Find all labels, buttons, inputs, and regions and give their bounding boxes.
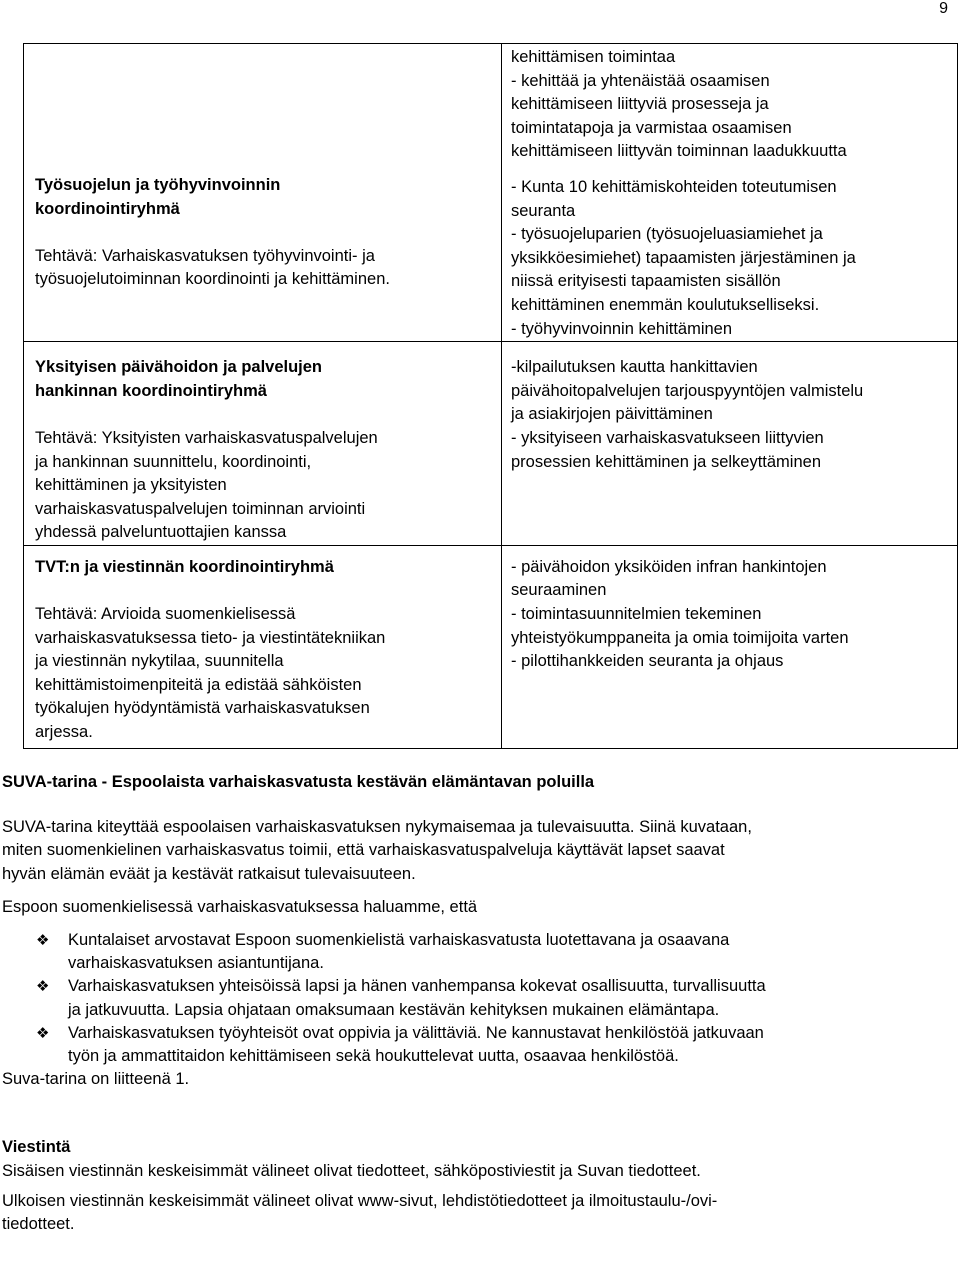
cell-line: -kilpailutuksen kautta hankittavien: [511, 358, 758, 377]
group-task-line: ja hankinnan suunnittelu, koordinointi,: [35, 452, 312, 471]
group-task-line: kehittäminen ja yksityisten: [35, 476, 227, 495]
diamond-bullet-icon: ❖: [36, 978, 50, 996]
list-item: [0, 1022, 940, 1068]
table-row: [24, 545, 958, 748]
cell-line: - kehittää ja yhtenäistää osaamisen: [511, 71, 770, 90]
viestinta-internal: Sisäisen viestinnän keskeisimmät välineet olivat tiedotteet, sähköpostiviestit ja Suvan tiedotteet.: [2, 1161, 701, 1180]
cell-line: - työhyvinvoinnin kehittäminen: [511, 319, 733, 338]
document-body: [0, 771, 940, 1236]
list-item-line: Kuntalaiset arvostavat Espoon suomenkielistä varhaiskasvatusta luotettavana ja osaavana: [68, 931, 730, 950]
group-task-line: Tehtävä: Yksityisten varhaiskasvatuspalvelujen: [35, 428, 378, 447]
cell-line: kehittämiseen liittyvän toiminnan laadukkuutta: [511, 142, 847, 161]
table-cell-right: [502, 342, 958, 546]
group-title-line: TVT:n ja viestinnän koordinointiryhmä: [35, 557, 334, 576]
paragraph-line: SUVA-tarina kiteyttää espoolaisen varhaiskasvatuksen nykymaisemaa ja tulevaisuutta. Siinä kuvataan,: [2, 818, 752, 837]
group-task-line: varhaiskasvatuspalvelujen toiminnan arviointi: [35, 499, 366, 518]
paragraph-line: tiedotteet.: [2, 1215, 75, 1234]
cell-line: niissä erityisesti tapaamisten sisällön: [511, 272, 781, 291]
diamond-bullet-icon: ❖: [36, 932, 50, 950]
cell-line: päivähoitopalvelujen tarjouspyyntöjen valmistelu: [511, 381, 864, 400]
table-cell-right: [502, 545, 958, 748]
table-row: [24, 342, 958, 546]
group-task-line: työsuojelutoiminnan koordinointi ja kehittäminen.: [35, 270, 390, 289]
cell-line: kehittämiseen liittyviä prosesseja ja: [511, 95, 769, 114]
cell-line: kehittäminen enemmän koulutukselliseksi.: [511, 295, 820, 314]
cell-line: yksikköesimiehet) tapaamisten järjestäminen ja: [511, 248, 856, 267]
group-task-line: arjessa.: [35, 723, 93, 742]
group-task-line: kehittämistoimenpiteitä ja edistää sähköisten: [35, 675, 362, 694]
group-task-line: Tehtävä: Varhaiskasvatuksen työhyvinvointi- ja: [35, 246, 375, 265]
cell-line: seuranta: [511, 201, 576, 220]
viestinta-heading: Viestintä: [2, 1138, 71, 1157]
cell-line: seuraaminen: [511, 581, 607, 600]
cell-line: kehittämisen toimintaa: [511, 48, 676, 66]
group-task-line: yhdessä palveluntuottajien kanssa: [35, 523, 287, 542]
cell-line: - pilottihankkeiden seuranta ja ohjaus: [511, 652, 784, 671]
diamond-bullet-icon: ❖: [36, 1024, 50, 1042]
cell-line: prosessien kehittäminen ja selkeyttäminen: [511, 452, 821, 471]
table-cell-left: [24, 545, 502, 748]
cell-line: - yksityiseen varhaiskasvatukseen liittyvien: [511, 428, 824, 447]
table-cell-right: [502, 44, 958, 342]
group-title-line: koordinointiryhmä: [35, 199, 180, 218]
cell-line: ja asiakirjojen päivittäminen: [511, 405, 713, 424]
group-task-line: varhaiskasvatuksessa tieto- ja viestintätekniikan: [35, 628, 386, 647]
group-title-line: hankinnan koordinointiryhmä: [35, 381, 267, 400]
suva-paragraph: [2, 816, 940, 886]
group-title-line: Työsuojelun ja työhyvinvoinnin: [35, 176, 281, 194]
list-item-line: varhaiskasvatuksen asiantuntijana.: [68, 954, 324, 973]
list-item-line: työn ja ammattitaidon kehittämiseen sekä houkuttelevat uutta, osaavaa henkilöstöä.: [68, 1047, 679, 1066]
table-cell-left: [24, 342, 502, 546]
list-item-line: Varhaiskasvatuksen työyhteisöt ovat oppivia ja välittäviä. Ne kannustavat henkilöstöä jatkuvaan: [68, 1023, 764, 1042]
cell-line: - päivähoidon yksiköiden infran hankintojen: [511, 557, 827, 576]
coordination-groups-table: [23, 43, 958, 749]
paragraph-line: Ulkoisen viestinnän keskeisimmät välineet olivat www-sivut, lehdistötiedotteet ja ilmoitustaulu-/ovi-: [2, 1191, 718, 1210]
paragraph-line: miten suomenkielinen varhaiskasvatus toimii, että varhaiskasvatuspalveluja käyttävät lapset saavat: [2, 841, 725, 860]
list-item-line: Varhaiskasvatuksen yhteisöissä lapsi ja hänen vanhempansa kokevat osallisuutta, turvallisuutta: [68, 977, 766, 996]
suva-intro: Espoon suomenkielisessä varhaiskasvatuksessa haluamme, että: [2, 897, 478, 916]
list-item: [0, 929, 940, 975]
group-task-line: työkalujen hyödyntämistä varhaiskasvatuksen: [35, 699, 370, 718]
cell-line: yhteistyökumppaneita ja omia toimijoita varten: [511, 628, 849, 647]
cell-line: - Kunta 10 kehittämiskohteiden toteutumisen: [511, 177, 837, 196]
group-task-line: Tehtävä: Arvioida suomenkielisessä: [35, 605, 296, 624]
cell-line: - toimintasuunnitelmien tekeminen: [511, 605, 762, 624]
group-task-line: ja viestinnän nykytilaa, suunnitella: [35, 652, 284, 671]
suva-appendix: Suva-tarina on liitteenä 1.: [2, 1070, 190, 1089]
group-title-line: Yksityisen päivähoidon ja palvelujen: [35, 358, 323, 377]
viestinta-external: [2, 1190, 940, 1236]
cell-line: - työsuojeluparien (työsuojeluasiamiehet ja: [511, 225, 823, 244]
list-item-line: ja jatkuvuutta. Lapsia ohjataan omaksumaan kestävän kehityksen mukainen elämäntapa.: [68, 1000, 720, 1019]
paragraph-line: hyvän elämän eväät ja kestävät ratkaisut tulevaisuuteen.: [2, 864, 416, 883]
page-number: 9: [939, 0, 948, 17]
table-cell-left: [24, 44, 502, 342]
cell-line: toimintatapoja ja varmistaa osaamisen: [511, 118, 792, 137]
suva-bullet-list: [0, 929, 940, 1068]
table-row: [24, 44, 958, 342]
suva-heading: SUVA-tarina - Espoolaista varhaiskasvatusta kestävän elämäntavan poluilla: [2, 773, 595, 791]
list-item: [0, 975, 940, 1021]
